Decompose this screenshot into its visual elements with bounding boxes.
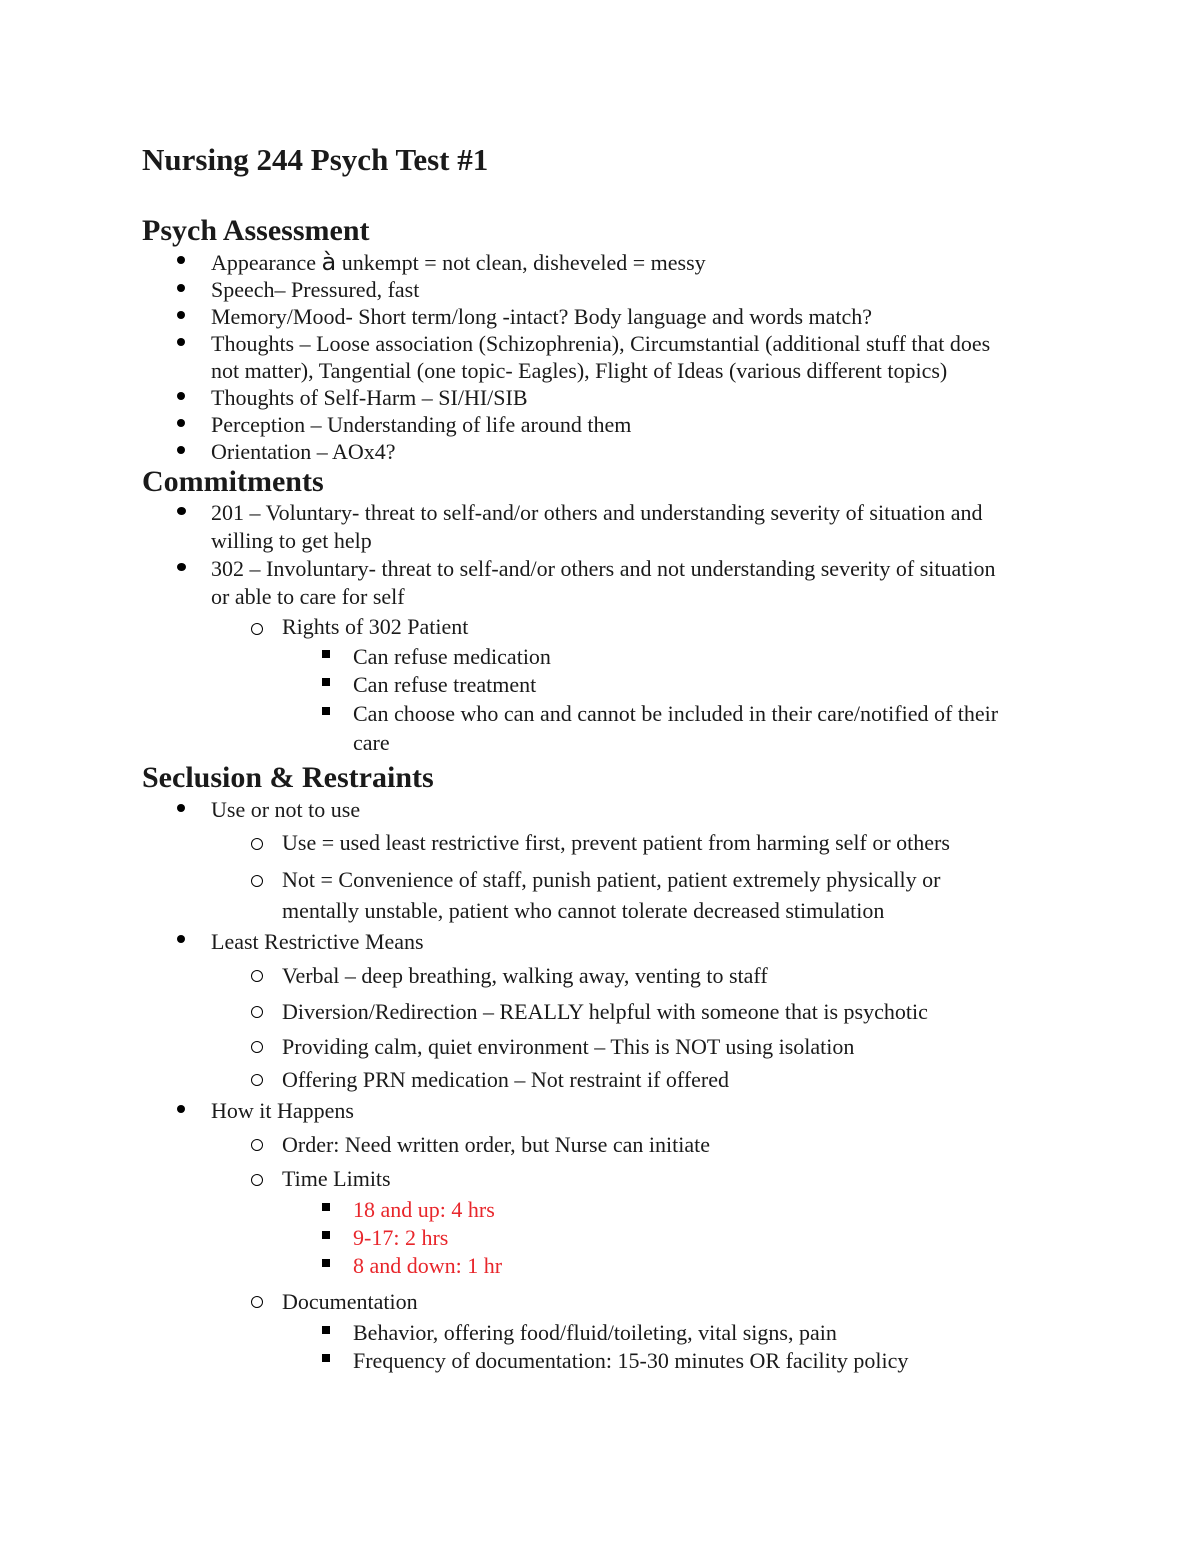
list-item: Not = Convenience of staff, punish patient, patient extremely physically or mentally unstable, patient who cannot tolerate decreased stimulation xyxy=(142,860,1072,926)
square-bullet-icon xyxy=(322,650,330,658)
list-item: Perception – Understanding of life around them xyxy=(142,411,1072,438)
bullet-icon xyxy=(177,507,186,515)
bullet-icon xyxy=(177,1105,185,1113)
list-item: 8 and down: 1 hr xyxy=(142,1252,1072,1280)
bullet-icon xyxy=(177,563,186,571)
list-item: Diversion/Redirection – REALLY helpful with someone that is psychotic xyxy=(142,994,1072,1029)
bullet-icon xyxy=(177,392,185,400)
bullet-icon xyxy=(177,419,185,427)
list-item: Thoughts – Loose association (Schizophrenia), Circumstantial (additional stuff that does not matter), Tangential (one topic- Eagles), Flight of Ideas (various different topics) xyxy=(142,330,1072,384)
bullet-icon xyxy=(177,804,185,812)
list-item: Appearance à unkempt = not clean, disheveled = messy xyxy=(142,248,1072,276)
list-item: Can refuse treatment xyxy=(142,671,1072,699)
hollow-bullet-icon xyxy=(251,1296,263,1308)
commitments-list xyxy=(142,499,1072,757)
hollow-bullet-icon xyxy=(251,970,263,982)
hollow-bullet-icon xyxy=(251,1006,263,1018)
seclusion-list xyxy=(142,795,1072,1375)
square-bullet-icon xyxy=(322,1259,330,1267)
list-item: Can choose who can and cannot be included in their care/notified of their care xyxy=(142,699,1072,757)
hollow-bullet-icon xyxy=(251,623,263,635)
list-item: 18 and up: 4 hrs xyxy=(142,1196,1072,1224)
psych-assessment-list xyxy=(142,248,1072,465)
list-item: Time Limits xyxy=(142,1162,1072,1196)
list-item: Frequency of documentation: 15-30 minutes OR facility policy xyxy=(142,1347,1072,1375)
square-bullet-icon xyxy=(322,1203,330,1211)
document-title: Nursing 244 Psych Test #1 xyxy=(142,142,489,177)
hollow-bullet-icon xyxy=(251,875,263,887)
bullet-icon xyxy=(177,338,185,346)
list-item: Orientation – AOx4? xyxy=(142,438,1072,465)
square-bullet-icon xyxy=(322,1326,330,1334)
hollow-bullet-icon xyxy=(251,1041,263,1053)
heading-commitments: Commitments xyxy=(142,465,324,498)
hollow-bullet-icon xyxy=(251,838,263,850)
bullet-icon xyxy=(177,935,185,943)
square-bullet-icon xyxy=(322,1231,330,1239)
list-item: Least Restrictive Means xyxy=(142,926,1072,957)
hollow-bullet-icon xyxy=(251,1139,263,1151)
list-item: How it Happens xyxy=(142,1095,1072,1127)
list-item: Use = used least restrictive first, prevent patient from harming self or others xyxy=(142,825,1072,860)
square-bullet-icon xyxy=(322,1354,330,1362)
list-item: Offering PRN medication – Not restraint if offered xyxy=(142,1064,1072,1095)
bullet-icon xyxy=(177,446,185,454)
heading-psych-assessment: Psych Assessment xyxy=(142,214,370,247)
square-bullet-icon xyxy=(322,678,330,686)
list-item: 302 – Involuntary- threat to self-and/or others and not understanding severity of situation or able to care for self xyxy=(142,555,1072,611)
hollow-bullet-icon xyxy=(251,1174,263,1186)
arrow-icon: à xyxy=(321,248,337,276)
list-item: 9-17: 2 hrs xyxy=(142,1224,1072,1252)
bullet-icon xyxy=(177,256,185,264)
list-item: Thoughts of Self-Harm – SI/HI/SIB xyxy=(142,384,1072,411)
square-bullet-icon xyxy=(322,707,330,715)
list-item: Documentation xyxy=(142,1284,1072,1319)
list-item: Verbal – deep breathing, walking away, venting to staff xyxy=(142,957,1072,994)
list-item: Behavior, offering food/fluid/toileting, vital signs, pain xyxy=(142,1319,1072,1347)
heading-seclusion-restraints: Seclusion & Restraints xyxy=(142,761,434,794)
list-item: Speech– Pressured, fast xyxy=(142,276,1072,303)
hollow-bullet-icon xyxy=(251,1074,263,1086)
list-item: Can refuse medication xyxy=(142,643,1072,671)
bullet-icon xyxy=(177,311,185,319)
list-item: Order: Need written order, but Nurse can initiate xyxy=(142,1127,1072,1162)
list-item: Rights of 302 Patient xyxy=(142,611,1072,643)
list-item: Providing calm, quiet environment – This is NOT using isolation xyxy=(142,1029,1072,1064)
bullet-icon xyxy=(177,284,185,292)
list-item: 201 – Voluntary- threat to self-and/or others and understanding severity of situation and willing to get help xyxy=(142,499,1072,555)
list-item: Memory/Mood- Short term/long -intact? Body language and words match? xyxy=(142,303,1072,330)
list-item: Use or not to use xyxy=(142,795,1072,825)
document-page xyxy=(142,140,1072,1375)
